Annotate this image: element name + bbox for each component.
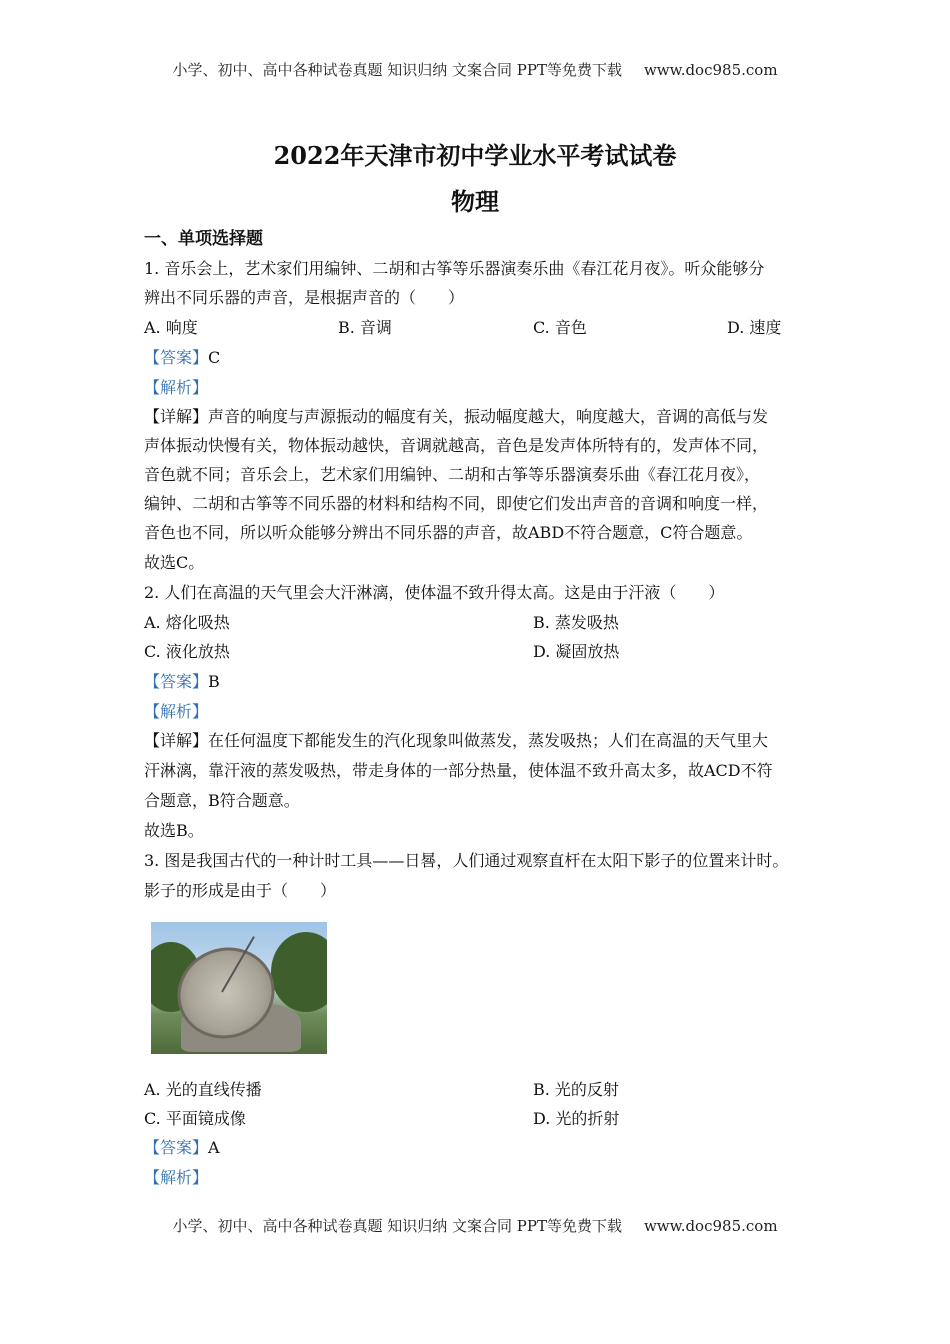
detail-text: 在任何温度下都能发生的汽化现象叫做蒸发，蒸发吸热；人们在高温的天气里大 [208,731,769,750]
answer-value: A [208,1138,220,1157]
q2-option-b: B. 蒸发吸热 [533,613,619,632]
q3-option-b: B. 光的反射 [533,1080,619,1099]
q2-answer [144,669,814,692]
analysis-tag: 【解析】 [144,1168,209,1187]
detail-tag: 【详解】 [144,731,209,750]
answer-value: B [208,672,220,691]
q3-option-d: D. 光的折射 [533,1109,620,1128]
q3-analysis [144,1165,814,1188]
q3-answer [144,1135,814,1158]
q2-detail-line [144,728,814,751]
answer-tag: 【答案】 [144,672,209,691]
header-text: 小学、初中、高中各种试卷真题 知识归纳 文案合同 PPT等免费下载 [172,61,622,79]
analysis-tag: 【解析】 [144,378,209,397]
q2-detail-line: 汗淋漓，靠汗液的蒸发吸热，带走身体的一部分热量，使体温不致升高太多，故ACD不符 [144,761,773,780]
q1-detail-line [144,404,814,427]
q1-answer [144,345,814,368]
q1-option-d: D. 速度 [727,318,782,337]
sundial-photo [151,922,327,1054]
q1-conclusion: 故选C。 [144,553,205,572]
q1-analysis [144,375,814,398]
q1-option-b: B. 音调 [338,318,392,337]
q2-analysis [144,699,814,722]
header-site-link[interactable]: www.doc985.com [643,61,778,79]
q2-option-a: A. 熔化吸热 [144,613,230,632]
q1-detail-line: 音色就不同；音乐会上，艺术家们用编钟、二胡和古筝等乐器演奏乐曲《春江花月夜》， [144,465,761,484]
q3-option-c: C. 平面镜成像 [144,1109,246,1128]
q1-option-a: A. 响度 [144,318,198,337]
footer-text: 小学、初中、高中各种试卷真题 知识归纳 文案合同 PPT等免费下载 [172,1217,622,1235]
answer-tag: 【答案】 [144,1138,209,1157]
page-header [0,59,950,80]
exam-title: 2022年天津市初中学业水平考试试卷 [273,141,677,170]
exam-subject: 物理 [451,187,499,216]
q1-detail-line: 音色也不同，所以听众能够分辨出不同乐器的声音，故ABD不符合题意，C符合题意。 [144,523,753,542]
detail-tag: 【详解】 [144,407,209,426]
q3-option-a: A. 光的直线传播 [144,1080,262,1099]
q2-detail-line: 合题意，B符合题意。 [144,791,300,810]
detail-text: 声音的响度与声源振动的幅度有关，振动幅度越大，响度越大，音调的高低与发 [208,407,769,426]
q1-detail-line: 声体振动快慢有关，物体振动越快，音调就越高，音色是发声体所特有的，发声体不同， [144,436,769,455]
page-footer [0,1215,950,1236]
answer-tag: 【答案】 [144,348,209,367]
answer-value: C [208,348,221,367]
q2-conclusion: 故选B。 [144,821,204,840]
q1-option-c: C. 音色 [533,318,587,337]
footer-site-link[interactable]: www.doc985.com [643,1217,778,1235]
q2-option-c: C. 液化放热 [144,642,230,661]
q2-stem-line: 2. 人们在高温的天气里会大汗淋漓，使体温不致升得太高。这是由于汗液（ ） [144,583,725,602]
q1-stem-line: 1. 音乐会上，艺术家们用编钟、二胡和古筝等乐器演奏乐曲《春江花月夜》。听众能够分 [144,259,765,278]
q3-stem-line: 影子的形成是由于（ ） [144,881,337,900]
q2-option-d: D. 凝固放热 [533,642,620,661]
analysis-tag: 【解析】 [144,702,209,721]
q3-stem-line: 3. 图是我国古代的一种计时工具——日晷，人们通过观察直杆在太阳下影子的位置来计时。 [144,851,789,870]
section-heading: 一、单项选择题 [144,229,263,249]
q1-detail-line: 编钟、二胡和古筝等不同乐器的材料和结构不同，即使它们发出声音的音调和响度一样， [144,494,769,513]
q1-stem-line: 辨出不同乐器的声音，是根据声音的（ ） [144,288,465,307]
